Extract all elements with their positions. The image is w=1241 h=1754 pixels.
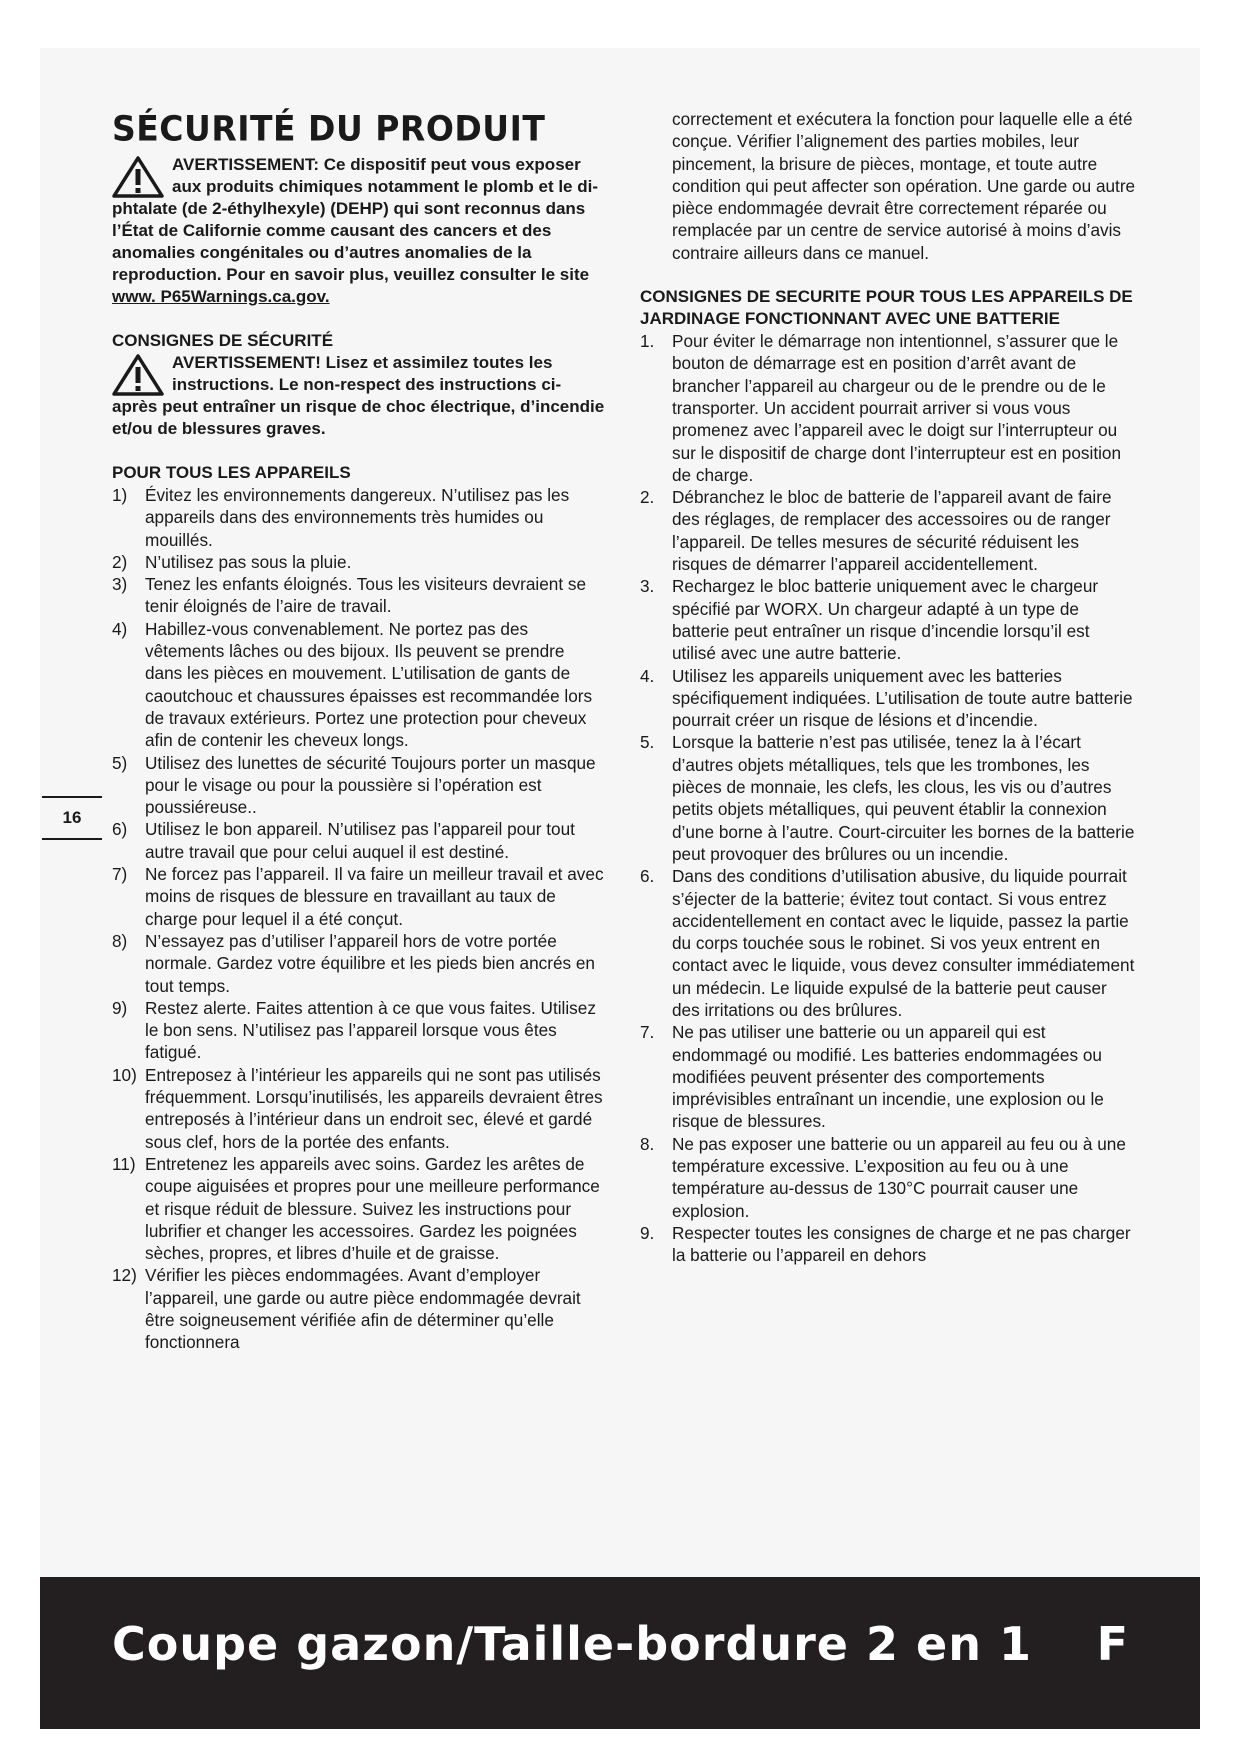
footer-band	[40, 1577, 1200, 1729]
product-title: Coupe gazon/Taille-bordure 2 en 1	[112, 1617, 1033, 1671]
item-text: N’essayez pas d’utiliser l’appareil hors de votre portée normale. Gardez votre équilibre et les pieds bien ancrés en tout temps.	[145, 930, 595, 996]
item-text: Ne pas exposer une batterie ou un appareil au feu ou à une température excessive. L’exposition au feu ou à une température au-dessus de 130°C pourrait causer une explosion.	[672, 1133, 1126, 1221]
warning-triangle-icon	[112, 354, 164, 396]
list-item	[112, 818, 606, 863]
item-number: 4)	[112, 618, 128, 639]
item-number: 12)	[112, 1265, 137, 1286]
item-text: Tenez les enfants éloignés. Tous les visiteurs devraient se tenir éloignés de l’aire de travail.	[145, 574, 587, 617]
left-column	[112, 108, 606, 1354]
item-number: 2)	[112, 551, 128, 572]
item-text: Vérifier les pièces endommagées. Avant d’employer l’appareil, une garde ou autre pièce endommagée devrait être soigneusement vérifiée afin de déterminer qu’elle fonctionnera	[145, 1265, 581, 1353]
divider	[42, 838, 102, 840]
item-text: Évitez les environnements dangereux. N’utilisez pas les appareils dans des environnements très humides ou mouillés.	[145, 485, 570, 550]
item-number: 4.	[640, 665, 655, 686]
item-number: 7.	[640, 1022, 655, 1043]
language-code: F	[1096, 1617, 1128, 1671]
item-number: 7)	[112, 864, 128, 885]
item-number: 9.	[640, 1222, 655, 1243]
item-number: 6.	[640, 866, 655, 887]
item-text: N’utilisez pas sous la pluie.	[145, 551, 352, 572]
item-number: 6)	[112, 819, 128, 840]
continuation-text: correctement et exécutera la fonction pour laquelle elle a été conçue. Vérifier l’alignement des parties mobiles, leur pincement, la brisure de pièces, montage, et toute autre condition qui peut affecter son opération. Une garde ou autre pièce endommagée devrait être correctement réparée ou remplacée par un centre de service autorisé à moins d’avis contraire ailleurs dans ce manuel.	[672, 109, 1136, 263]
warning-label: AVERTISSEMENT!	[172, 353, 321, 372]
list-item	[640, 1222, 1136, 1267]
item-text: Utilisez des lunettes de sécurité Toujours porter un masque pour le visage ou pour la poussière si l’opération est poussiéreuse..	[145, 752, 596, 818]
warning-triangle-icon	[112, 156, 164, 198]
list-item	[112, 752, 606, 819]
list-item	[640, 575, 1136, 664]
item-text: Dans des conditions d’utilisation abusive, du liquide pourrait s’éjecter de la batterie; évitez tout contact. Si vous entrez accidentellement en contact avec le liquide, passez la partie du corps touchée sous le robinet. Si vos yeux entrent en contact avec le liquide, vous devez consulter immédiatement un médecin. Le liquide expulsé de la batterie peut causer des irritations ou des brûlures.	[672, 866, 1135, 1020]
prop65-warning	[112, 154, 606, 308]
item-text: Rechargez le bloc batterie uniquement avec le chargeur spécifié par WORX. Un chargeur adapté à un type de batterie peut entraîner un risque d’incendie lorsqu’il est utilisé avec une autre batterie.	[672, 576, 1099, 664]
warning-label: AVERTISSEMENT:	[172, 155, 320, 174]
list-item	[640, 1021, 1136, 1132]
item-text: Habillez-vous convenablement. Ne portez pas des vêtements lâches ou des bijoux. Ils peuvent se prendre dans les pièces en mouvement. L’utilisation de gants de caoutchouc et chaussures épaisses est recommandée lors de travaux extérieurs. Portez une protection pour cheveux afin de contenir les cheveux longs.	[145, 618, 593, 751]
item-number: 11)	[112, 1153, 136, 1174]
item-number: 2.	[640, 487, 655, 508]
list-item	[112, 551, 606, 573]
list-item	[640, 330, 1136, 486]
list-item	[112, 997, 606, 1064]
item-text: Restez alerte. Faites attention à ce que vous faites. Utilisez le bon sens. N’utilisez pas l’appareil lorsque vous êtes fatigué.	[145, 997, 596, 1063]
right-column	[640, 108, 1136, 1267]
item-text: Entretenez les appareils avec soins. Gardez les arêtes de coupe aiguisées et propres pour une meilleure performance et risque réduit de blessure. Suivez les instructions pour lubrifier et changer les accessoires. Gardez les poignées sèches, propres, et libres d’huile et de graisse.	[145, 1153, 600, 1264]
list-item	[112, 618, 606, 752]
item-text: Lorsque la batterie n’est pas utilisée, tenez la à l’écart d’autres objets métalliques, tels que les trombones, les pièces de monnaie, les clefs, les clous, les vis ou d’autres petits objets métalliques, qui peuvent établir la connexion d’une borne à l’autre. Court-circuiter les bornes de la batterie peut provoquer des brûlures ou un incendie.	[672, 732, 1135, 864]
item-number: 3.	[640, 576, 655, 597]
list-item	[112, 484, 606, 551]
warning-text: Ce dispositif peut vous exposer aux produits chimiques notamment le plomb et le di-phtalate (de 2-éthylhexyle) (DEHP) qui sont reconnus dans l’État de Californie comme causant des cancers et des anomalies congénitales ou d’autres anomalies de la reproduction. Pour en savoir plus, veuillez consulter le site	[112, 155, 598, 284]
item-text: Ne forcez pas l’appareil. Il va faire un meilleur travail et avec moins de risques de blessure en travaillant au taux de charge pour lequel il a été conçut.	[145, 864, 604, 929]
list-item	[640, 865, 1136, 1021]
item-text: Utilisez le bon appareil. N’utilisez pas l’appareil pour tout autre travail que pour celui auquel il est destiné.	[145, 819, 575, 862]
consignes-heading: CONSIGNES DE SÉCURITÉ	[112, 331, 334, 350]
list-item	[640, 731, 1136, 865]
list-item	[112, 1264, 606, 1353]
garden-heading: CONSIGNES DE SECURITE POUR TOUS LES APPAREILS DE JARDINAGE FONCTIONNANT AVEC UNE BATTERIE	[640, 287, 1133, 329]
page-title: SÉCURITÉ DU PRODUIT	[112, 108, 546, 149]
item-text: Ne pas utiliser une batterie ou un appareil qui est endommagé ou modifié. Les batteries endommagées ou modifiées peuvent présenter des comportements imprévisibles entraînant un incendie, une explosion ou le risque de blessures.	[672, 1022, 1104, 1132]
list-item	[112, 573, 606, 618]
list-item	[640, 1133, 1136, 1222]
item-text: Respecter toutes les consignes de charge et ne pas charger la batterie ou l’appareil en dehors	[672, 1222, 1131, 1266]
p65-warnings-link[interactable]: www. P65Warnings.ca.gov.	[112, 287, 330, 306]
item-number: 5.	[640, 732, 655, 753]
item-text: Débranchez le bloc de batterie de l’appareil avant de faire des réglages, de remplacer des accessoires ou de ranger l’appareil. De telles mesures de sécurité réduisent les risques de démarrer l’appareil accidentellement.	[672, 487, 1112, 575]
list-item	[112, 930, 606, 997]
list-item	[112, 1064, 606, 1153]
item-number: 1.	[640, 331, 655, 352]
list-item	[112, 1153, 606, 1264]
item-number: 1)	[112, 485, 128, 505]
item-number: 9)	[112, 997, 128, 1018]
list-item	[640, 486, 1136, 575]
item-text: Entreposez à l’intérieur les appareils qui ne sont pas utilisés fréquemment. Lorsqu’inutilisés, les appareils devraient êtres entreposés à l’intérieur dans un endroit sec, élevé et gardé sous clef, hors de la portée des enfants.	[145, 1064, 603, 1152]
item-number: 10)	[112, 1064, 137, 1085]
garden-list	[640, 330, 1136, 1266]
item-number: 3)	[112, 574, 128, 595]
page-number-marker	[42, 796, 102, 840]
item-number: 8)	[112, 930, 128, 951]
read-instructions-warning	[112, 352, 606, 440]
item-number: 5)	[112, 752, 128, 773]
item-number: 8.	[640, 1133, 655, 1154]
page-number: 16	[62, 808, 82, 827]
list-item	[112, 863, 606, 930]
item-text: Utilisez les appareils uniquement avec les batteries spécifiquement indiquées. L’utilisation de toute autre batterie pourrait créer un risque de lésions et d’incendie.	[672, 665, 1133, 731]
all-devices-heading: POUR TOUS LES APPAREILS	[112, 463, 351, 482]
list-item	[640, 665, 1136, 732]
item-text: Pour éviter le démarrage non intentionnel, s’assurer que le bouton de démarrage est en position d’arrêt avant de brancher l’appareil au chargeur ou de le prendre ou de le transporter. Un accident pourrait arriver si vous vous promenez avec l’appareil avec le doigt sur l’interrupteur ou sur le dispositif de charge dont l’interrupteur est en position de charge.	[672, 331, 1122, 485]
warning-text: Lisez et assimilez toutes les instructions. Le non-respect des instructions ci-après peut entraîner un risque de choc électrique, d’incendie et/ou de blessures graves.	[112, 353, 605, 438]
all-devices-list	[112, 484, 606, 1354]
